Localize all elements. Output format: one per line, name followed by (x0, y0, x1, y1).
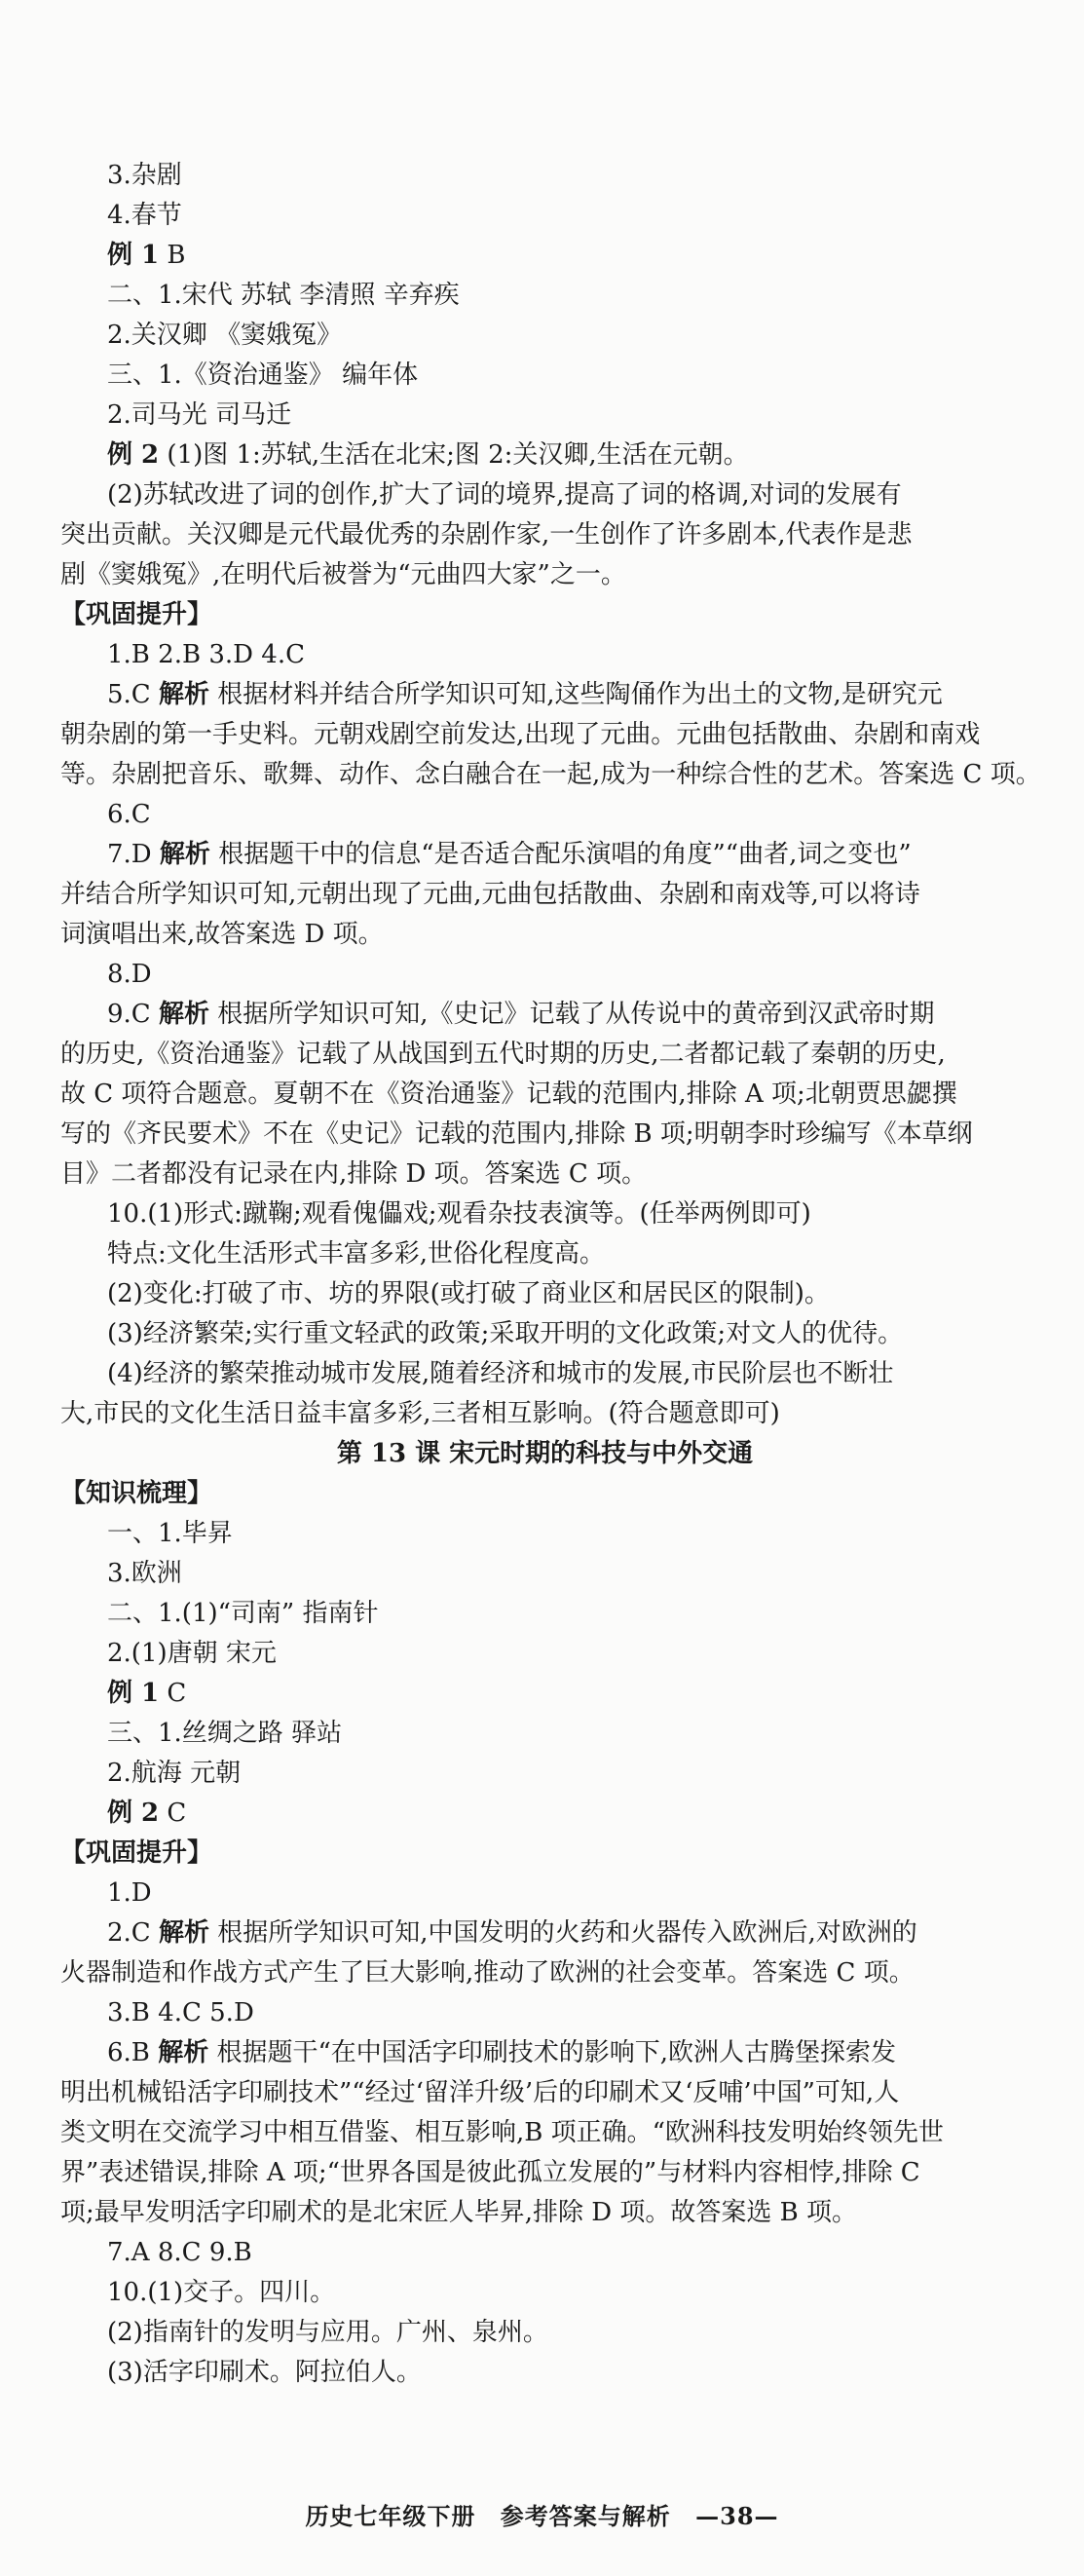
text-line (60, 196, 1029, 236)
line-text: 的历史,《资治通鉴》记载了从战国到五代时期的历史,二者都记载了秦朝的历史, (60, 1040, 946, 1069)
text-line (60, 2153, 1029, 2193)
text-line (60, 396, 1029, 436)
text-line (60, 1314, 1029, 1354)
text-line (60, 1115, 1029, 1155)
answer-content (60, 156, 1041, 2393)
line-text: 7.D (107, 840, 160, 869)
text-line (60, 1474, 1029, 1514)
line-text: 明出机械铅活字印刷技术”“经过‘留洋升级’后的印刷术又‘反哺’中国”可知,人 (60, 2078, 900, 2107)
text-line (60, 2313, 1029, 2353)
bold-label: 【巩固提升】 (60, 1838, 213, 1868)
text-line (60, 156, 1029, 196)
text-line (60, 475, 1029, 515)
line-text: 5.C (107, 680, 159, 709)
text-line (60, 1394, 1029, 1434)
text-line (60, 236, 1029, 276)
text-line (60, 835, 1029, 875)
line-text: (1)图 1:苏轼,生活在北宋;图 2:关汉卿,生活在元朝。 (159, 440, 749, 470)
text-line (60, 1155, 1029, 1194)
line-text: 根据题干“在中国活字印刷技术的影响下,欧洲人古腾堡探索发 (208, 2038, 897, 2067)
lesson-13-title: 第 13 课 宋元时期的科技与中外交通 (336, 1439, 754, 1468)
line-text: 根据题干中的信息“是否适合配乐演唱的角度”“曲者,词之变也” (209, 840, 912, 869)
bold-label: 例 1 (107, 241, 160, 270)
line-text: 根据所学知识可知,中国发明的火药和火器传入欧洲后,对欧洲的 (208, 1918, 917, 1948)
text-line (60, 715, 1029, 755)
footer-book-title: 参考答案与解析 (500, 2502, 671, 2530)
text-line (60, 2233, 1029, 2273)
text-line (60, 316, 1029, 356)
text-line (60, 955, 1029, 995)
text-line (60, 515, 1029, 555)
text-line (60, 1993, 1029, 2033)
text-line (60, 1514, 1029, 1554)
bold-label: 解析 (158, 2038, 209, 2067)
line-text: 1.D (107, 1878, 152, 1908)
line-text: 界”表述错误,排除 A 项;“世界各国是彼此孤立发展的”与材料内容相悖,排除 C (60, 2158, 920, 2187)
lesson-12-answers (60, 156, 1041, 1434)
line-text: 火器制造和作战方式产生了巨大影响,推动了欧洲的社会变革。答案选 C 项。 (60, 1958, 915, 1988)
line-text: 1.B 2.B 3.D 4.C (107, 640, 305, 669)
line-text: 一、1.毕昇 (107, 1519, 233, 1548)
text-line (60, 635, 1029, 675)
line-text: 7.A 8.C 9.B (107, 2238, 252, 2267)
text-line (60, 1674, 1029, 1714)
line-text: 并结合所学知识可知,元朝出现了元曲,元曲包括散曲、杂剧和南戏等,可以将诗 (60, 880, 920, 909)
line-text: 突出贡献。关汉卿是元代最优秀的杂剧作家,一生创作了许多剧本,代表作是悲 (60, 520, 913, 549)
text-line (60, 356, 1029, 396)
text-line (60, 2113, 1029, 2153)
bold-label: 例 1 (107, 1679, 160, 1708)
line-text: 朝杂剧的第一手史料。元朝戏剧空前发达,出现了元曲。元曲包括散曲、杂剧和南戏 (60, 720, 981, 749)
line-text: (3)经济繁荣;实行重文轻武的政策;采取开明的文化政策;对文人的优待。 (107, 1319, 904, 1348)
line-text: 3.欧洲 (107, 1559, 182, 1588)
line-text: 特点:文化生活形式丰富多彩,世俗化程度高。 (107, 1239, 606, 1269)
text-line (60, 2033, 1029, 2073)
line-text: 8.D (107, 960, 152, 989)
text-line (60, 555, 1029, 595)
text-line (60, 675, 1029, 715)
text-line (60, 1714, 1029, 1754)
text-line (60, 1594, 1029, 1634)
line-text: 二、1.(1)“司南” 指南针 (107, 1599, 379, 1628)
line-text: 剧《窦娥冤》,在明代后被誉为“元曲四大家”之一。 (60, 560, 626, 589)
line-text: 写的《齐民要术》不在《史记》记载的范围内,排除 B 项;明朝李时珍编写《本草纲 (60, 1119, 973, 1149)
page-number: —38— (695, 2502, 779, 2530)
line-text: 词演唱出来,故答案选 D 项。 (60, 920, 384, 949)
bold-label: 例 2 (107, 1799, 160, 1828)
line-text: 项;最早发明活字印刷术的是北宋匠人毕昇,排除 D 项。故答案选 B 项。 (60, 2198, 858, 2227)
line-text: (2)指南针的发明与应用。广州、泉州。 (107, 2318, 548, 2347)
text-line (60, 1075, 1029, 1115)
line-text: 2.司马光 司马迁 (107, 400, 292, 430)
line-text: 大,市民的文化生活日益丰富多彩,三者相互影响。(符合题意即可) (60, 1399, 780, 1428)
bold-label: 例 2 (107, 440, 160, 470)
text-line (60, 276, 1029, 316)
line-text: 三、1.《资治通鉴》 编年体 (107, 360, 419, 390)
text-line (60, 595, 1029, 635)
line-text: 类文明在交流学习中相互借鉴、相互影响,B 项正确。“欧洲科技发明始终领先世 (60, 2118, 944, 2147)
line-text: (2)苏轼改进了词的创作,扩大了词的境界,提高了词的格调,对词的发展有 (107, 480, 902, 510)
line-text: 故 C 项符合题意。夏朝不在《资治通鉴》记载的范围内,排除 A 项;北朝贾思勰撰 (60, 1080, 957, 1109)
bold-label: 解析 (158, 1918, 209, 1948)
line-text: 9.C (107, 1000, 159, 1029)
text-line (60, 915, 1029, 955)
line-text: 目》二者都没有记录在内,排除 D 项。答案选 C 项。 (60, 1159, 648, 1189)
line-text: B (159, 241, 186, 270)
line-text: (3)活字印刷术。阿拉伯人。 (107, 2358, 422, 2387)
text-line (60, 1035, 1029, 1075)
line-text: (2)变化:打破了市、坊的界限(或打破了商业区和居民区的限制)。 (107, 1279, 830, 1308)
line-text: 等。杂剧把音乐、歌舞、动作、念白融合在一起,成为一种综合性的艺术。答案选 C 项。 (60, 760, 1041, 789)
footer-subject: 历史七年级下册 (305, 2502, 476, 2530)
bold-label: 解析 (159, 840, 210, 869)
text-line (60, 995, 1029, 1035)
bold-label: 【巩固提升】 (60, 600, 213, 629)
line-text: 3.B 4.C 5.D (107, 1998, 254, 2027)
text-line (60, 1554, 1029, 1594)
line-text: 10.(1)形式:蹴鞠;观看傀儡戏;观看杂技表演等。(任举两例即可) (107, 1199, 811, 1229)
line-text: 4.春节 (107, 201, 182, 230)
line-text: 2.(1)唐朝 宋元 (107, 1639, 277, 1668)
text-line (60, 2073, 1029, 2113)
text-line (60, 875, 1029, 915)
text-line (60, 2353, 1029, 2393)
line-text: 2.关汉卿 《窦娥冤》 (107, 321, 343, 350)
line-text: 6.C (107, 800, 151, 829)
line-text: (4)经济的繁荣推动城市发展,随着经济和城市的发展,市民阶层也不断壮 (107, 1359, 894, 1388)
text-line (60, 1953, 1029, 1993)
text-line (60, 2273, 1029, 2313)
bold-label: 【知识梳理】 (60, 1479, 213, 1508)
text-line (60, 1913, 1029, 1953)
text-line (60, 2193, 1029, 2233)
text-line (60, 436, 1029, 475)
text-line (60, 1234, 1029, 1274)
page-footer (0, 2497, 1084, 2531)
text-line (60, 1754, 1029, 1794)
bold-label: 解析 (158, 680, 209, 709)
text-line (60, 1354, 1029, 1394)
line-text: 根据所学知识可知,《史记》记载了从传说中的黄帝到汉武帝时期 (208, 1000, 935, 1029)
text-line (60, 1194, 1029, 1234)
line-text: C (159, 1799, 187, 1828)
text-line (60, 795, 1029, 835)
bold-label: 解析 (158, 1000, 209, 1029)
text-line (60, 1794, 1029, 1834)
line-text: 三、1.丝绸之路 驿站 (107, 1719, 343, 1748)
text-line (60, 1834, 1029, 1874)
text-line (60, 1874, 1029, 1913)
line-text: 3.杂剧 (107, 161, 182, 190)
line-text: 2.C (107, 1918, 159, 1948)
line-text: 二、1.宋代 苏轼 李清照 辛弃疾 (107, 281, 460, 310)
line-text: 根据材料并结合所学知识可知,这些陶俑作为出土的文物,是研究元 (208, 680, 943, 709)
text-line (60, 1634, 1029, 1674)
text-line (60, 1274, 1029, 1314)
line-text: 10.(1)交子。四川。 (107, 2278, 336, 2307)
line-text: 6.B (107, 2038, 159, 2067)
text-line (60, 755, 1041, 795)
line-text: 2.航海 元朝 (107, 1759, 242, 1788)
line-text: C (159, 1679, 187, 1708)
lesson-13-answers (60, 1474, 1029, 2393)
